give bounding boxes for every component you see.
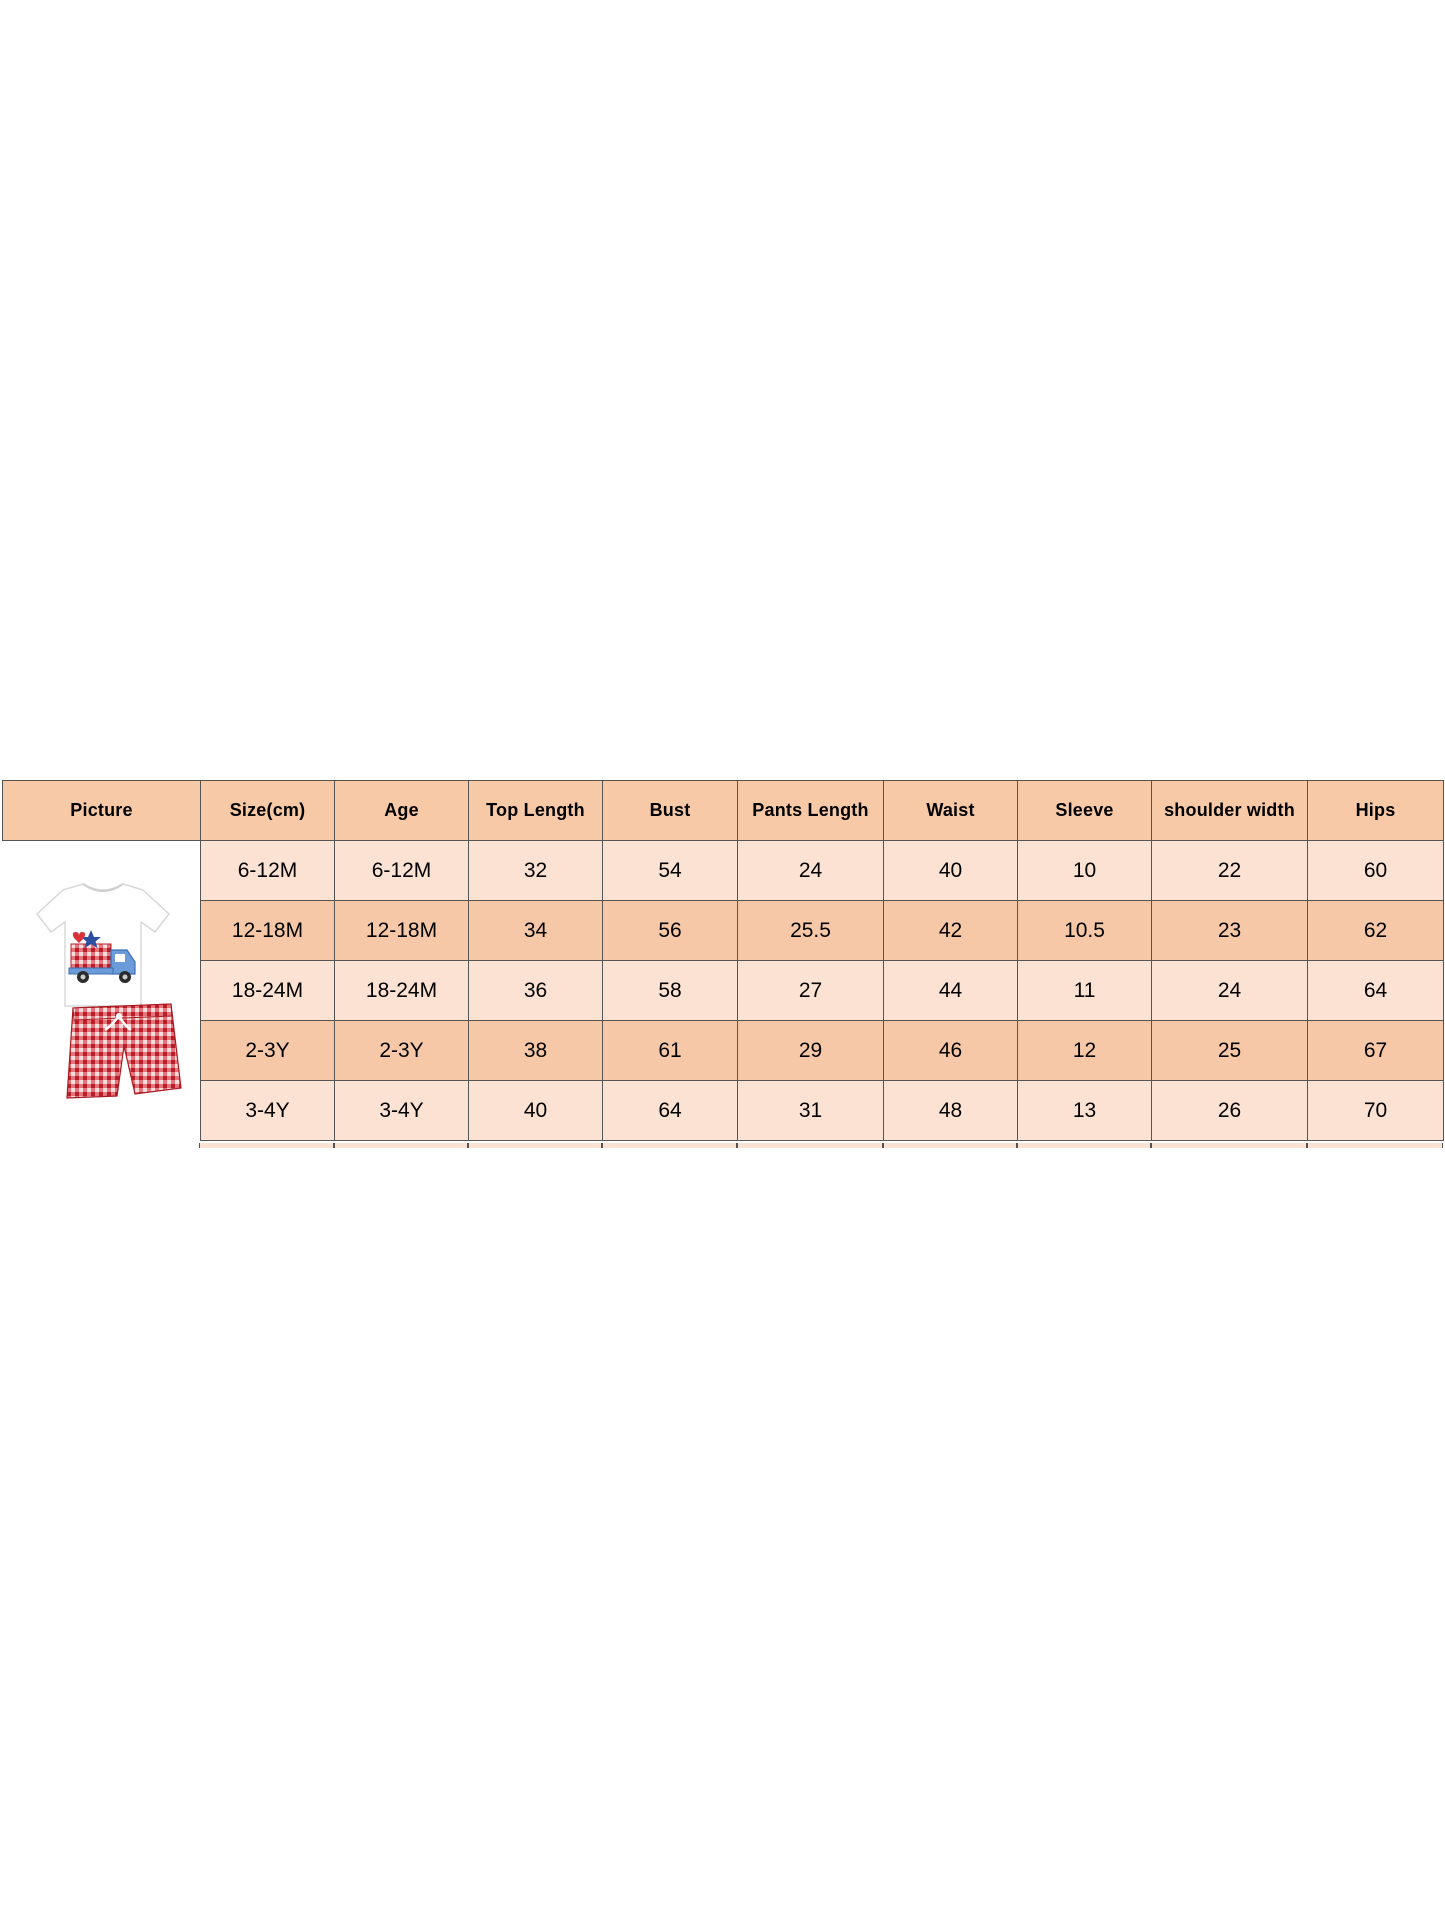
cell-size: 12-18M bbox=[201, 901, 335, 961]
cell-age: 2-3Y bbox=[335, 1021, 469, 1081]
cell-top-length: 32 bbox=[469, 841, 603, 901]
cell-hips: 70 bbox=[1308, 1081, 1444, 1141]
cell-shoulder-width: 26 bbox=[1152, 1081, 1308, 1141]
cell-size: 18-24M bbox=[201, 961, 335, 1021]
cell-waist: 46 bbox=[884, 1021, 1018, 1081]
cell-age: 18-24M bbox=[335, 961, 469, 1021]
cell-sleeve: 12 bbox=[1018, 1021, 1152, 1081]
header-sleeve: Sleeve bbox=[1018, 781, 1152, 841]
cell-pants-length: 29 bbox=[738, 1021, 884, 1081]
column-divider bbox=[736, 1143, 738, 1148]
shorts-shape bbox=[67, 1004, 181, 1098]
cell-waist: 48 bbox=[884, 1081, 1018, 1141]
cell-size: 6-12M bbox=[201, 841, 335, 901]
header-size: Size(cm) bbox=[201, 781, 335, 841]
picture-cell bbox=[3, 841, 201, 1141]
column-divider bbox=[467, 1143, 469, 1148]
cell-shoulder-width: 25 bbox=[1152, 1021, 1308, 1081]
cell-hips: 67 bbox=[1308, 1021, 1444, 1081]
kids-outfit-icon bbox=[11, 876, 191, 1106]
cell-size: 2-3Y bbox=[201, 1021, 335, 1081]
column-divider bbox=[1150, 1143, 1152, 1148]
column-divider bbox=[882, 1143, 884, 1148]
table-row bbox=[3, 961, 1444, 1021]
cell-shoulder-width: 24 bbox=[1152, 961, 1308, 1021]
cell-waist: 42 bbox=[884, 901, 1018, 961]
cell-top-length: 40 bbox=[469, 1081, 603, 1141]
cell-shoulder-width: 22 bbox=[1152, 841, 1308, 901]
clipped-row-strip bbox=[199, 1143, 1443, 1148]
cell-pants-length: 25.5 bbox=[738, 901, 884, 961]
cell-sleeve: 11 bbox=[1018, 961, 1152, 1021]
size-chart bbox=[2, 780, 1443, 1141]
cell-pants-length: 24 bbox=[738, 841, 884, 901]
size-chart-table bbox=[2, 780, 1444, 1141]
cell-age: 12-18M bbox=[335, 901, 469, 961]
cell-waist: 40 bbox=[884, 841, 1018, 901]
header-bust: Bust bbox=[603, 781, 738, 841]
header-hips: Hips bbox=[1308, 781, 1444, 841]
header-pants-length: Pants Length bbox=[738, 781, 884, 841]
cell-age: 6-12M bbox=[335, 841, 469, 901]
cell-top-length: 34 bbox=[469, 901, 603, 961]
cell-size: 3-4Y bbox=[201, 1081, 335, 1141]
column-divider bbox=[1306, 1143, 1308, 1148]
header-row bbox=[3, 781, 1444, 841]
header-top-length: Top Length bbox=[469, 781, 603, 841]
cell-sleeve: 10.5 bbox=[1018, 901, 1152, 961]
table-row bbox=[3, 1081, 1444, 1141]
cell-top-length: 38 bbox=[469, 1021, 603, 1081]
header-waist: Waist bbox=[884, 781, 1018, 841]
cell-pants-length: 31 bbox=[738, 1081, 884, 1141]
cell-sleeve: 10 bbox=[1018, 841, 1152, 901]
tshirt-shape bbox=[37, 884, 169, 1006]
header-picture: Picture bbox=[3, 781, 201, 841]
cell-sleeve: 13 bbox=[1018, 1081, 1152, 1141]
cell-pants-length: 27 bbox=[738, 961, 884, 1021]
cell-bust: 64 bbox=[603, 1081, 738, 1141]
cell-waist: 44 bbox=[884, 961, 1018, 1021]
cell-hips: 62 bbox=[1308, 901, 1444, 961]
cell-top-length: 36 bbox=[469, 961, 603, 1021]
cell-bust: 56 bbox=[603, 901, 738, 961]
cell-age: 3-4Y bbox=[335, 1081, 469, 1141]
table-row bbox=[3, 901, 1444, 961]
column-divider bbox=[601, 1143, 603, 1148]
cell-hips: 64 bbox=[1308, 961, 1444, 1021]
header-shoulder-width: shoulder width bbox=[1152, 781, 1308, 841]
table-row bbox=[3, 841, 1444, 901]
column-divider bbox=[1016, 1143, 1018, 1148]
cell-hips: 60 bbox=[1308, 841, 1444, 901]
column-divider bbox=[333, 1143, 335, 1148]
cell-shoulder-width: 23 bbox=[1152, 901, 1308, 961]
header-age: Age bbox=[335, 781, 469, 841]
table-row bbox=[3, 1021, 1444, 1081]
cell-bust: 54 bbox=[603, 841, 738, 901]
cell-bust: 58 bbox=[603, 961, 738, 1021]
cell-bust: 61 bbox=[603, 1021, 738, 1081]
